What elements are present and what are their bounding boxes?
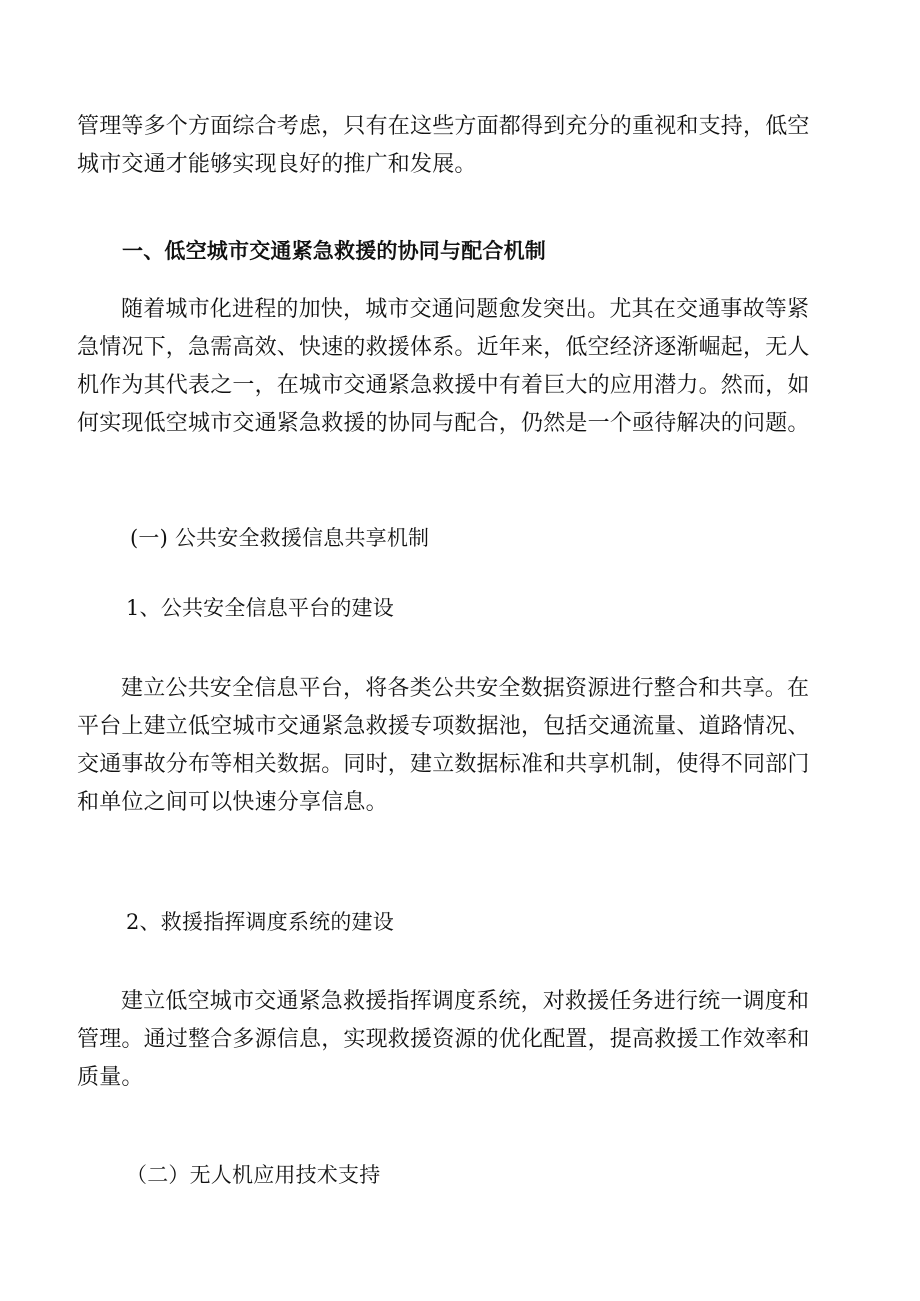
text-line: 质量。	[77, 1065, 144, 1090]
text-line: 交通事故分布等相关数据。同时，建立数据标准和共享机制，使得不同部门	[77, 752, 810, 777]
intro-paragraph	[77, 108, 847, 184]
text-line: 建立公共安全信息平台，将各类公共安全数据资源进行整合和共享。在	[121, 676, 810, 701]
text-line: 管理。通过整合多源信息，实现救援资源的优化配置，提高救援工作效率和	[77, 1027, 810, 1052]
text-line: 和单位之间可以快速分享信息。	[77, 790, 388, 815]
section-heading: 一、低空城市交通紧急救援的协同与配合机制	[122, 239, 546, 263]
item-paragraph-1	[77, 670, 847, 822]
text-line: 何实现低空城市交通紧急救援的协同与配合，仍然是一个亟待解决的问题。	[77, 411, 810, 436]
item-heading-2: 2、救援指挥调度系统的建设	[126, 910, 394, 934]
text-line: 急情况下，急需高效、快速的救援体系。近年来，低空经济逐渐崛起，无人	[77, 335, 810, 360]
text-line: 随着城市化进程的加快，城市交通问题愈发突出。尤其在交通事故等紧	[121, 297, 810, 322]
text-line: 管理等多个方面综合考虑，只有在这些方面都得到充分的重视和支持，低空	[77, 114, 810, 139]
text-line: 城市交通才能够实现良好的推广和发展。	[77, 152, 477, 177]
subsection-heading-2: （二）无人机应用技术支持	[126, 1163, 381, 1187]
subsection-heading-1: (一) 公共安全救援信息共享机制	[130, 526, 430, 550]
text-line: 建立低空城市交通紧急救援指挥调度系统，对救援任务进行统一调度和	[121, 989, 810, 1014]
item-heading-1: 1、公共安全信息平台的建设	[126, 596, 394, 620]
section-paragraph	[77, 291, 847, 443]
text-line: 机作为其代表之一，在城市交通紧急救援中有着巨大的应用潜力。然而，如	[77, 373, 810, 398]
item-paragraph-2	[77, 983, 847, 1097]
text-line: 平台上建立低空城市交通紧急救援专项数据池，包括交通流量、道路情况、	[77, 714, 810, 739]
